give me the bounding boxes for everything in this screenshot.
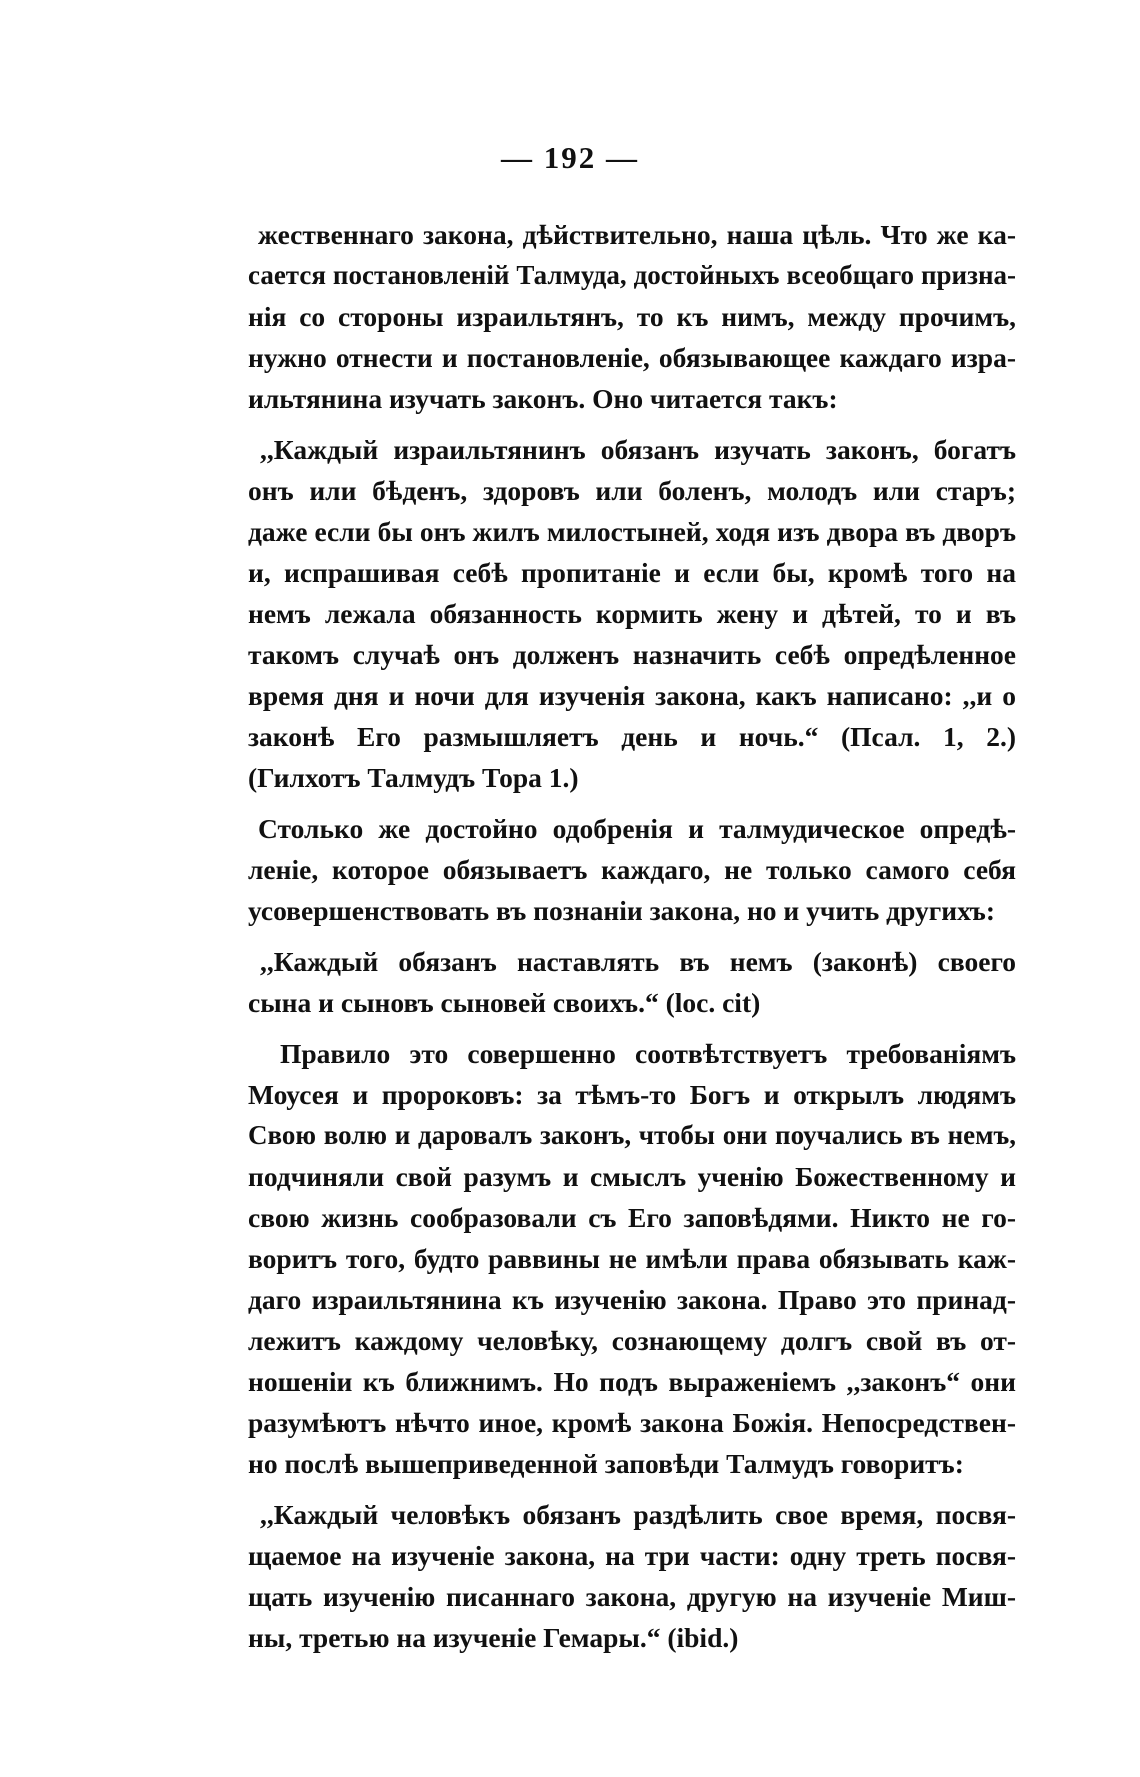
text-line: нія со стороны израильтянъ, то къ нимъ, между прочимъ,	[248, 301, 1016, 332]
text-line: но послѣ вышеприведенной заповѣди Талмудъ говоритъ:	[248, 1448, 964, 1479]
text-line: ношеніи къ ближнимъ. Но подъ выраженіемъ ,,законъ“ они	[248, 1366, 1016, 1397]
text-line: немъ лежала обязанность кормить жену и дѣтей, то и въ	[248, 598, 1016, 629]
text-line: ,,Каждый человѣкъ обязанъ раздѣлить свое время, посвя-	[260, 1499, 1016, 1530]
text-line: воритъ того, будто раввины не имѣли права обязывать каж-	[248, 1243, 1016, 1274]
text-line: ильтянина изучать законъ. Оно читается такъ:	[248, 383, 838, 414]
text-line: и, испрашивая себѣ пропитаніе и если бы, кромѣ того на	[248, 557, 1016, 588]
text-line: свою жизнь сообразовали съ Его заповѣдями. Никто не го-	[248, 1202, 1016, 1233]
quotation-paragraph	[248, 1494, 1016, 1658]
text-line: Свою волю и даровалъ законъ, чтобы они поучались въ немъ,	[248, 1120, 1016, 1150]
text-line: время дня и ночи для изученія закона, какъ написано: ,,и о	[248, 680, 1016, 711]
text-line: лежитъ каждому человѣку, сознающему долгъ свой въ от-	[248, 1325, 1016, 1356]
text-line: Моусея и пророковъ: за тѣмъ-то Богъ и открылъ людямъ	[248, 1079, 1016, 1110]
text-line: ,,Каждый обязанъ наставлять въ немъ (законѣ) своего	[260, 946, 1016, 977]
page-text	[248, 214, 1016, 1658]
body-paragraph	[248, 214, 1016, 419]
quotation-paragraph	[248, 429, 1016, 798]
text-line: леніе, которое обязываетъ каждаго, не только самого себя	[248, 854, 1016, 885]
text-line: сается постановленій Талмуда, достойныхъ всеобщаго призна-	[248, 260, 1016, 290]
text-line: щаемое на изученіе закона, на три части: одну треть посвя-	[248, 1540, 1016, 1571]
body-paragraph	[248, 808, 1016, 931]
text-line: онъ или бѣденъ, здоровъ или боленъ, молодъ или старъ;	[248, 475, 1016, 506]
text-line: сына и сыновъ сыновей своихъ.“ (loc. cit)	[248, 987, 761, 1018]
text-line: ны, третью на изученіе Гемары.“ (ibid.)	[248, 1622, 739, 1653]
text-line: ,,Каждый израильтянинъ обязанъ изучать законъ, богатъ	[260, 434, 1016, 465]
text-line: подчиняли свой разумъ и смыслъ ученію Божественному и	[248, 1161, 1016, 1192]
body-paragraph	[248, 1033, 1016, 1484]
page-number: — 192 —	[501, 140, 639, 175]
text-line: щать изученію писаннаго закона, другую на изученіе Миш-	[248, 1581, 1016, 1612]
text-line: даже если бы онъ жилъ милостыней, ходя изъ двора въ дворъ	[248, 516, 1016, 547]
text-line: такомъ случаѣ онъ долженъ назначить себѣ опредѣленное	[248, 639, 1016, 670]
text-line: Столько же достойно одобренія и талмудическое опредѣ-	[258, 813, 1016, 844]
text-line: усовершенствовать въ познаніи закона, но и учить другихъ:	[248, 895, 995, 926]
text-line: законѣ Его размышляетъ день и ночь.“ (Псал. 1, 2.)	[248, 721, 1016, 752]
text-line: (Гилхотъ Талмудъ Тора 1.)	[248, 762, 579, 793]
text-line: даго израильтянина къ изученію закона. Право это принад-	[248, 1284, 1016, 1315]
text-line: жественнаго закона, дѣйствительно, наша цѣль. Что же ка-	[258, 219, 1016, 250]
text-line: Правило это совершенно соотвѣтствуетъ требованіямъ	[280, 1038, 1016, 1069]
text-line: нужно отнести и постановленіе, обязывающее каждаго изра-	[248, 342, 1016, 373]
quotation-paragraph	[248, 941, 1016, 1023]
text-line: разумѣютъ нѣчто иное, кромѣ закона Божія. Непосредствен-	[248, 1407, 1016, 1438]
